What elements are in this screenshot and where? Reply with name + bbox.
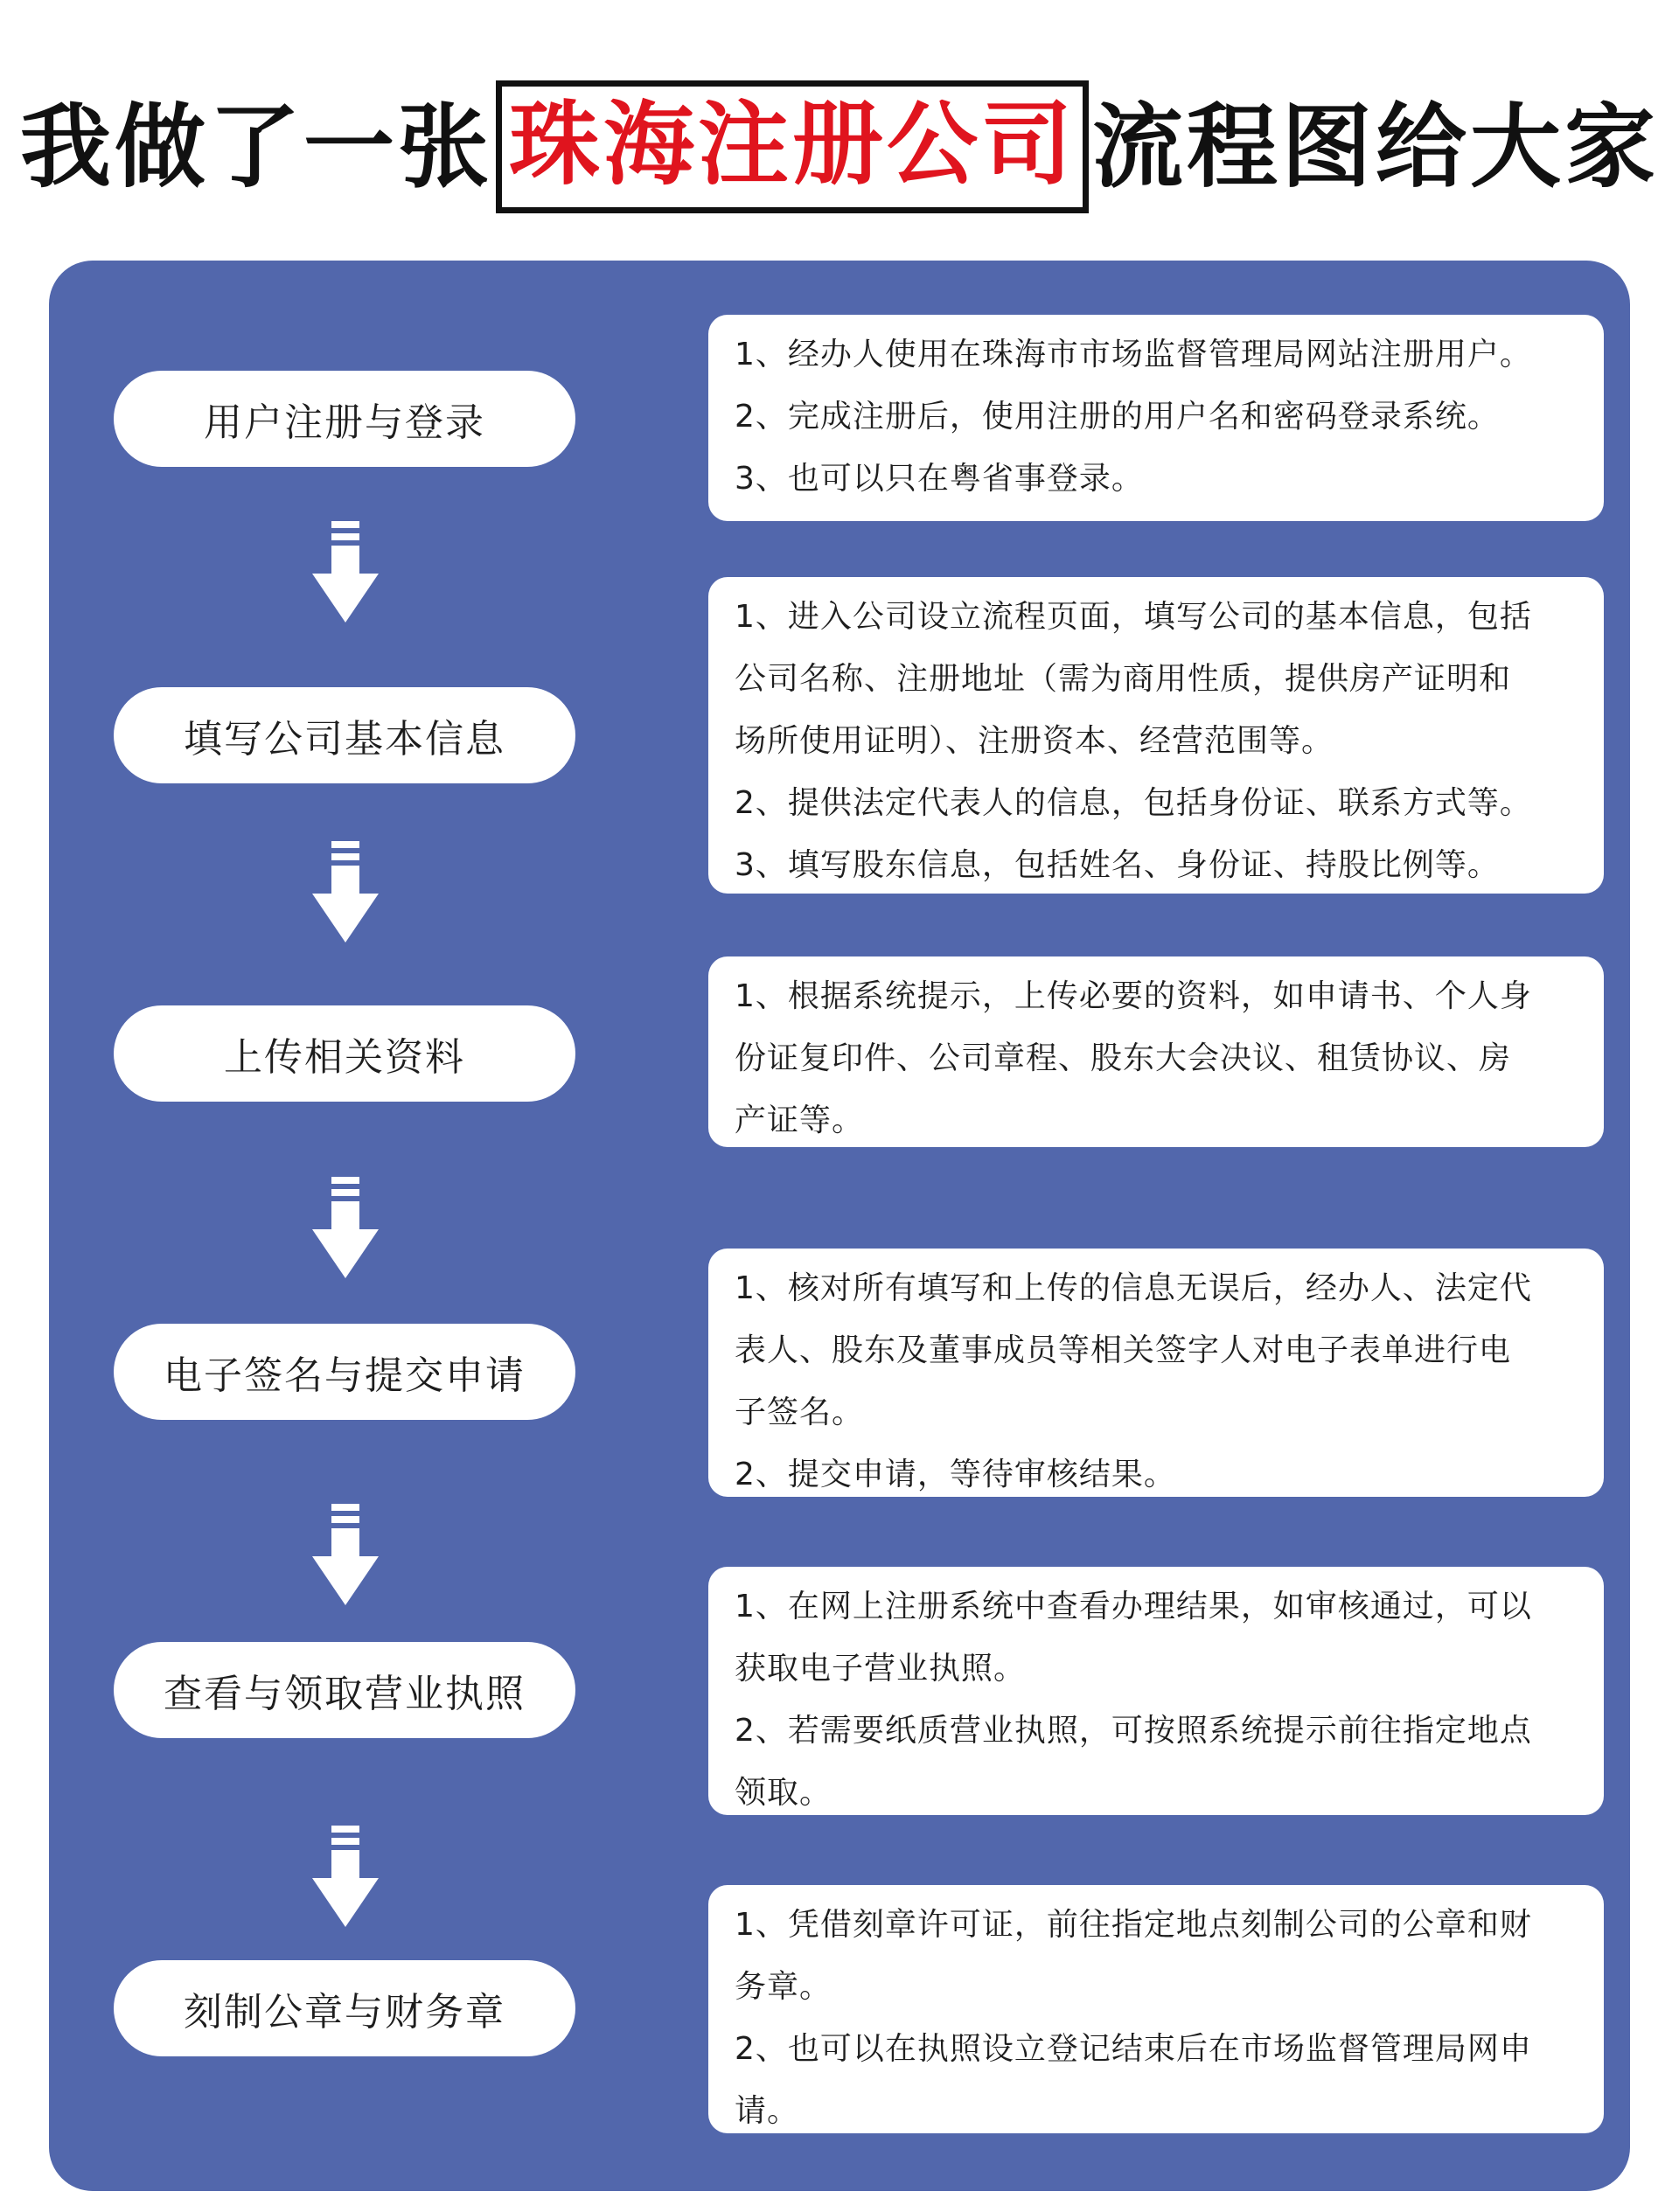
down-arrow-icon: [310, 1826, 380, 1930]
step-1-label: 用户注册与登录: [204, 400, 485, 445]
step-6-line-1: 1、凭借刻章许可证，前往指定地点刻制公司的公章和财: [735, 1907, 1532, 1943]
step-4-line-3: 子签名。: [735, 1395, 865, 1430]
step-5-label: 查看与领取营业执照: [164, 1672, 526, 1716]
step-3-details: [708, 956, 1604, 1147]
page-title: [0, 77, 1679, 217]
title-highlight: 珠海注册公司: [496, 80, 1089, 213]
title-prefix: 我做了一张: [19, 94, 492, 200]
down-arrow-icon: [310, 841, 380, 946]
step-2-line-4: 2、提供法定代表人的信息，包括身份证、联系方式等。: [735, 785, 1532, 821]
step-5-line-3: 2、若需要纸质营业执照，可按照系统提示前往指定地点: [735, 1713, 1532, 1749]
step-6-label: 刻制公章与财务章: [184, 1990, 505, 2035]
step-4-details: [708, 1249, 1604, 1497]
step-2-label: 填写公司基本信息: [184, 717, 505, 762]
step-3-line-1: 1、根据系统提示，上传必要的资料，如申请书、个人身: [735, 978, 1532, 1014]
down-arrow-icon: [310, 1504, 380, 1609]
step-2-line-3: 场所使用证明）、注册资本、经营范围等。: [735, 723, 1334, 759]
down-arrow-icon: [310, 521, 380, 626]
step-1-line-2: 2、完成注册后，使用注册的用户名和密码登录系统。: [735, 399, 1500, 435]
step-1-line-3: 3、也可以只在粤省事登录。: [735, 461, 1144, 497]
step-4-line-1: 1、核对所有填写和上传的信息无误后，经办人、法定代: [735, 1270, 1532, 1306]
step-4-pill: [114, 1324, 575, 1420]
step-1-details: [708, 315, 1604, 521]
step-5-line-2: 获取电子营业执照。: [735, 1651, 1027, 1687]
step-6-line-3: 2、也可以在执照设立登记结束后在市场监督管理局网申: [735, 2031, 1532, 2067]
step-2-line-5: 3、填写股东信息，包括姓名、身份证、持股比例等。: [735, 847, 1500, 883]
step-2-pill: [114, 687, 575, 783]
step-2-details: [708, 577, 1604, 894]
step-1-pill: [114, 371, 575, 467]
down-arrow-icon: [310, 1177, 380, 1282]
step-5-line-4: 领取。: [735, 1775, 833, 1811]
step-4-line-2: 表人、股东及董事成员等相关签字人对电子表单进行电: [735, 1332, 1512, 1368]
step-5-details: [708, 1567, 1604, 1815]
step-6-line-4: 请。: [735, 2093, 800, 2129]
step-6-pill: [114, 1960, 575, 2056]
step-3-line-3: 产证等。: [735, 1103, 865, 1138]
step-5-line-1: 1、在网上注册系统中查看办理结果，如审核通过，可以: [735, 1589, 1532, 1624]
step-1-line-1: 1、经办人使用在珠海市市场监督管理局网站注册用户。: [735, 337, 1532, 372]
step-3-line-2: 份证复印件、公司章程、股东大会决议、租赁协议、房: [735, 1040, 1512, 1076]
step-4-label: 电子签名与提交申请: [164, 1353, 526, 1398]
step-3-pill: [114, 1005, 575, 1102]
step-5-pill: [114, 1642, 575, 1738]
step-6-line-2: 务章。: [735, 1969, 833, 2005]
title-suffix: 流程图给大家: [1092, 94, 1660, 200]
step-3-label: 上传相关资料: [224, 1035, 465, 1080]
step-6-details: [708, 1885, 1604, 2133]
step-4-line-4: 2、提交申请，等待审核结果。: [735, 1457, 1176, 1492]
step-2-line-1: 1、进入公司设立流程页面，填写公司的基本信息，包括: [735, 599, 1532, 635]
step-2-line-2: 公司名称、注册地址（需为商用性质，提供房产证明和: [735, 661, 1512, 697]
